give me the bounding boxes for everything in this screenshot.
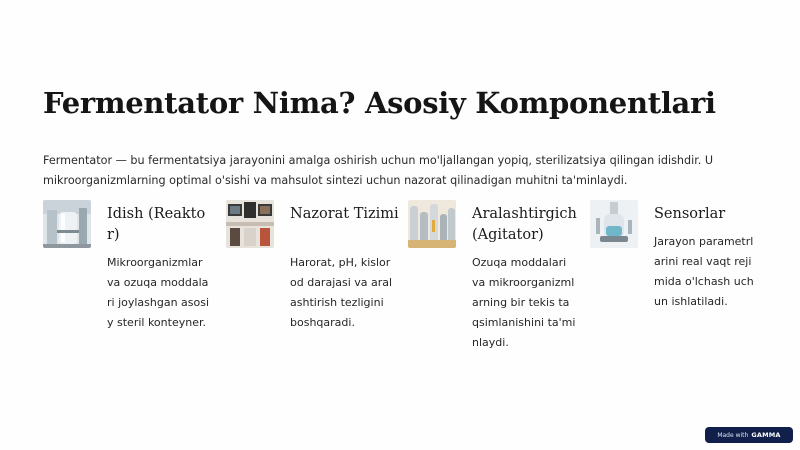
control-system-image xyxy=(226,200,274,248)
card-text: Harorat, pH, kislorod darajasi va aralashtirish tezligini boshqaradi. xyxy=(290,256,393,329)
card-reactor xyxy=(43,200,213,380)
card-title: Idish (Reaktor) xyxy=(107,206,206,243)
badge-brand: GAMMA xyxy=(751,431,781,439)
intro-paragraph: Fermentator — bu fermentatsiya jarayonini amalga oshirish uchun mo'ljallangan yopiq, sterilizatsiya qilingan idishdir. U mikroorganizmlarning optimal o'sishi va mahsulot sintezi uchun nazorat qilinadigan muhitni ta'minlaydi. xyxy=(43,154,714,187)
slide-title: Fermentator Nima? Asosiy Komponentlari xyxy=(43,86,716,120)
badge-prefix: Made with xyxy=(717,431,749,439)
reactor-image xyxy=(43,200,91,248)
card-title: Aralashtirgich (Agitator) xyxy=(472,206,577,243)
card-title: Nazorat Tizimi xyxy=(290,206,399,222)
sensor-image xyxy=(590,200,638,248)
card-sensors xyxy=(590,200,760,380)
card-control-system xyxy=(226,200,399,380)
agitator-image xyxy=(408,200,456,248)
card-text: Jarayon parametrlarini real vaqt rejimida o'lchash uchun ishlatiladi. xyxy=(654,235,754,308)
card-text: Ozuqa moddalari va mikroorganizmlarning bir tekis taqsimlanishini ta'minlaydi. xyxy=(472,256,576,349)
card-text: Mikroorganizmlar va ozuqa moddalari joylashgan asosiy steril konteyner. xyxy=(107,256,210,329)
card-agitator xyxy=(408,200,578,380)
card-title: Sensorlar xyxy=(654,206,726,222)
made-with-gamma-badge[interactable] xyxy=(705,427,793,443)
